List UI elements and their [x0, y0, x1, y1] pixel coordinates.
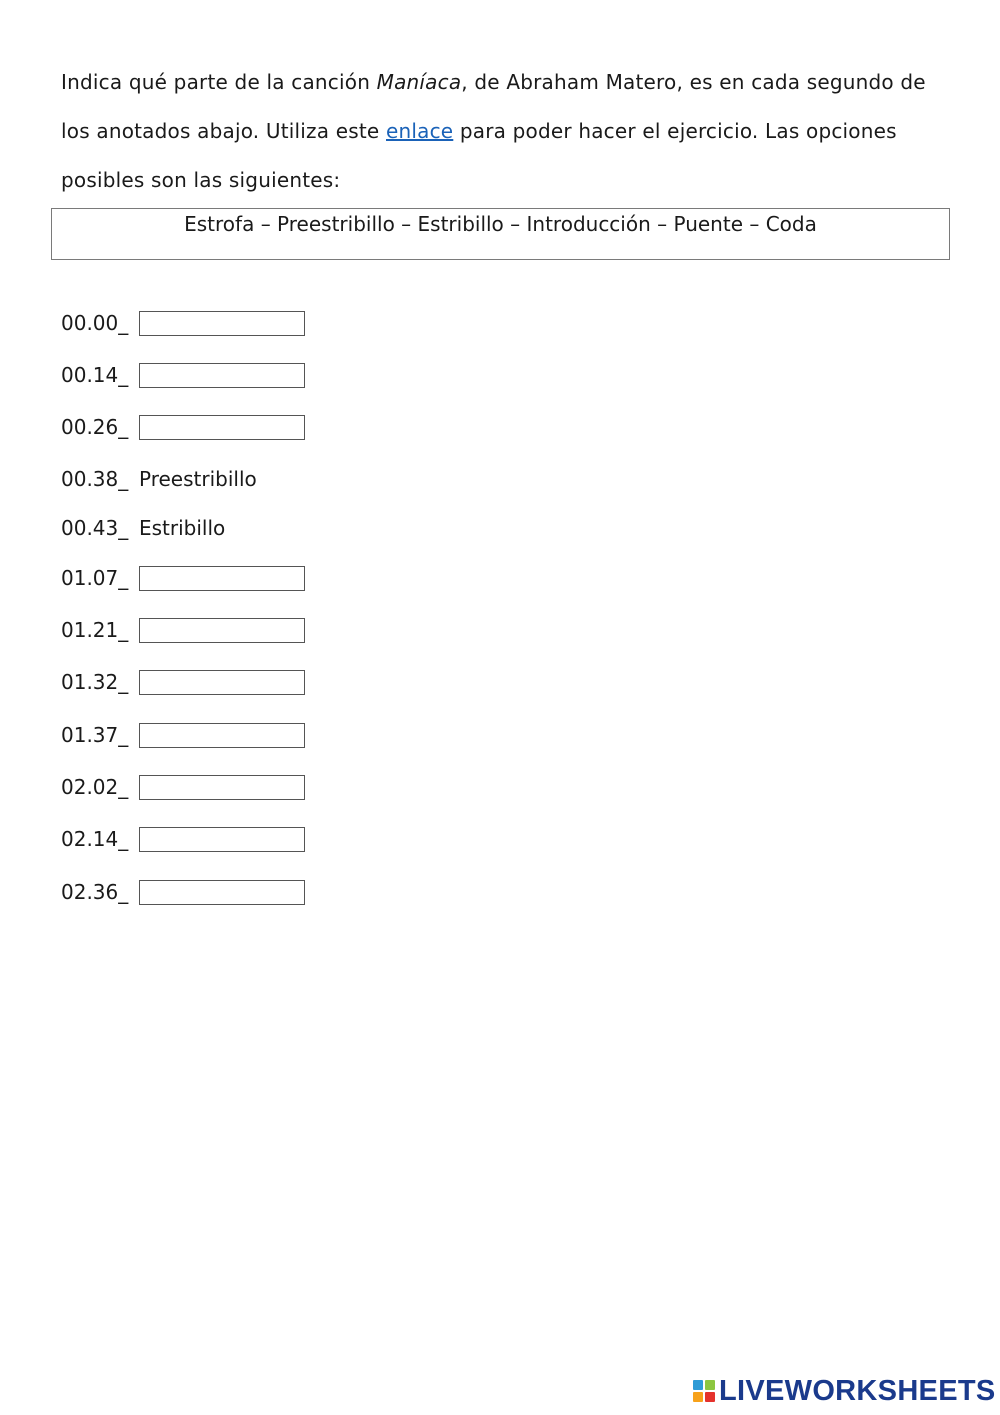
timestamp-label: 01.21_ — [61, 618, 129, 642]
answer-row — [61, 515, 225, 541]
song-title: Maníaca — [376, 70, 462, 94]
options-text: Estrofa – Preestribillo – Estribillo – Introducción – Puente – Coda — [184, 212, 817, 236]
logo-square — [705, 1392, 715, 1402]
timestamp-label: 02.14_ — [61, 827, 129, 851]
timestamp-label: 01.37_ — [61, 723, 129, 747]
answer-row — [61, 774, 305, 800]
answer-input[interactable] — [139, 415, 305, 440]
answer-row — [61, 565, 305, 591]
answer-input[interactable] — [139, 311, 305, 336]
answer-row — [61, 466, 257, 492]
answer-input[interactable] — [139, 363, 305, 388]
timestamp-label: 00.00_ — [61, 311, 129, 335]
answer-row — [61, 414, 305, 440]
logo-square — [705, 1380, 715, 1390]
timestamp-label: 02.02_ — [61, 775, 129, 799]
answer-row — [61, 310, 305, 336]
logo-wordmark: LIVEWORKSHEETS — [719, 1374, 996, 1407]
timestamp-label: 01.32_ — [61, 670, 129, 694]
instructions-text-3: para poder hacer el ejercicio. Las opciones posibles son las siguientes: — [61, 119, 897, 192]
answer-row — [61, 879, 305, 905]
answer-row — [61, 669, 305, 695]
answer-input[interactable] — [139, 723, 305, 748]
timestamp-label: 00.26_ — [61, 415, 129, 439]
instructions-text-1: Indica qué parte de la canción — [61, 70, 377, 94]
given-answer: Preestribillo — [139, 467, 257, 491]
logo-squares-icon — [693, 1380, 715, 1402]
liveworksheets-logo — [693, 1375, 996, 1407]
logo-square — [693, 1392, 703, 1402]
instructions-paragraph — [61, 58, 941, 205]
options-box — [51, 208, 950, 260]
timestamp-label: 00.14_ — [61, 363, 129, 387]
answer-input[interactable] — [139, 827, 305, 852]
answer-row — [61, 362, 305, 388]
answer-row — [61, 826, 305, 852]
answer-input[interactable] — [139, 670, 305, 695]
answer-row — [61, 617, 305, 643]
song-link[interactable]: enlace — [386, 119, 454, 143]
answer-input[interactable] — [139, 618, 305, 643]
instructions-text-2: , de Abraham Matero, es en cada segundo de los anotados abajo. Utiliza este — [61, 70, 926, 143]
answer-input[interactable] — [139, 566, 305, 591]
timestamp-label: 00.38_ — [61, 467, 129, 491]
timestamp-label: 00.43_ — [61, 516, 129, 540]
timestamp-label: 01.07_ — [61, 566, 129, 590]
answer-row — [61, 722, 305, 748]
logo-square — [693, 1380, 703, 1390]
timestamp-label: 02.36_ — [61, 880, 129, 904]
answer-input[interactable] — [139, 775, 305, 800]
answer-input[interactable] — [139, 880, 305, 905]
given-answer: Estribillo — [139, 516, 226, 540]
